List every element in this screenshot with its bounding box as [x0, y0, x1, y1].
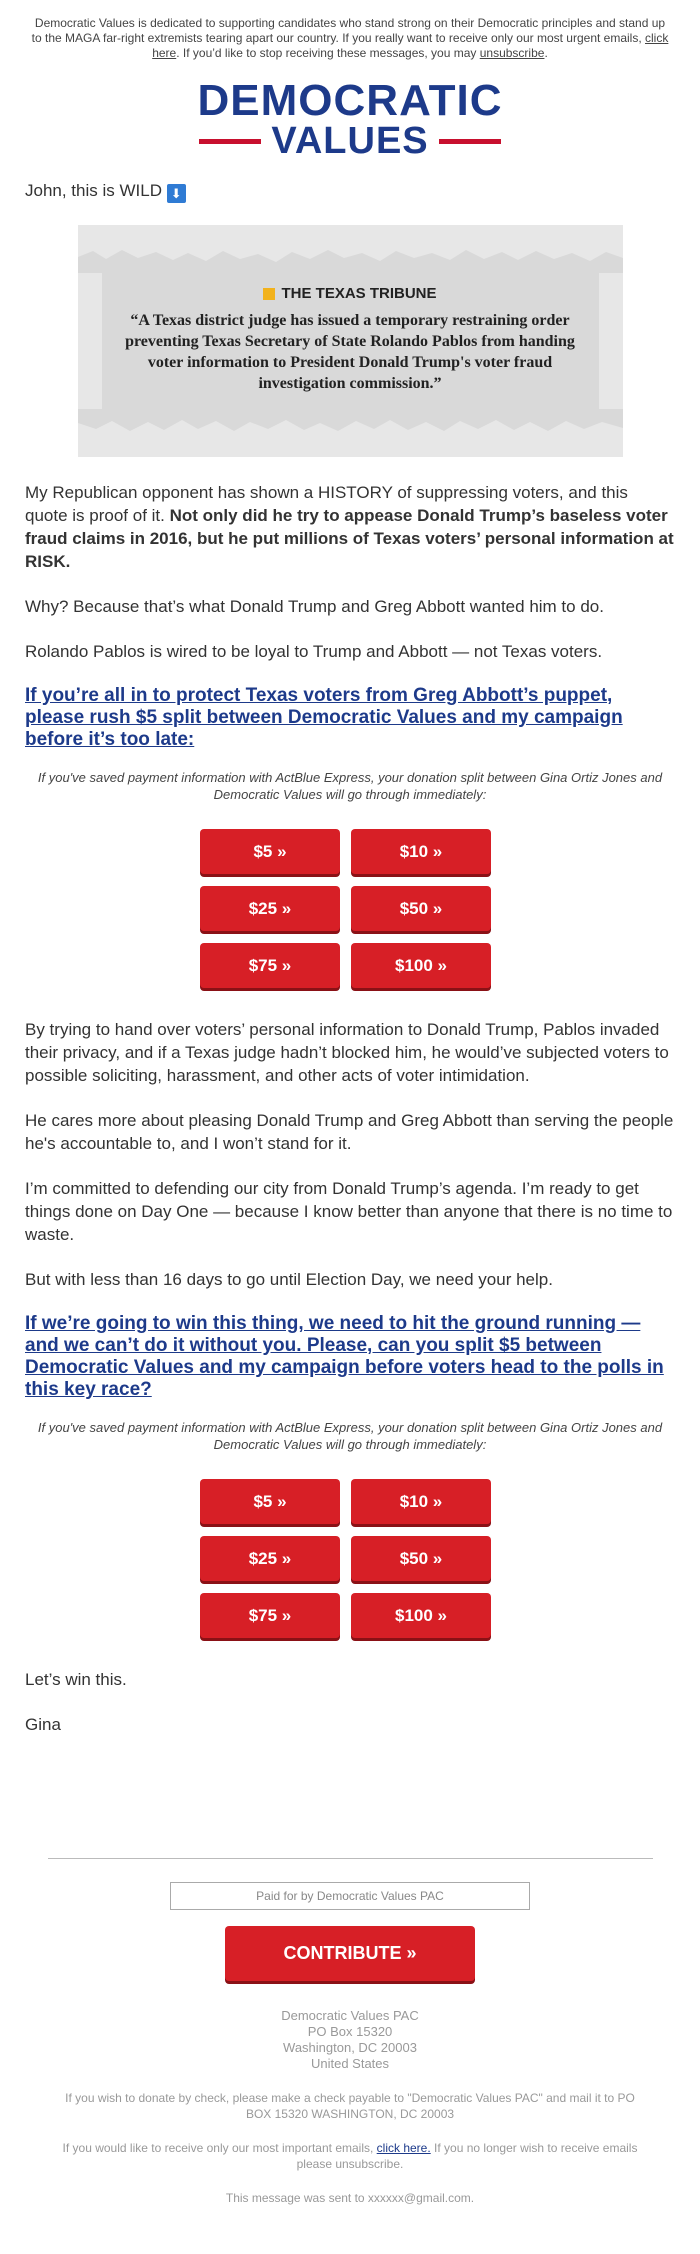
paragraph-deadline: But with less than 16 days to go until Election Day, we need your help. — [25, 1270, 553, 1289]
logo-line1 — [0, 76, 700, 125]
texas-tribune-logo-icon — [263, 288, 275, 300]
logo-right-stripe — [439, 139, 501, 144]
greeting-text: John, this is WILD — [25, 181, 162, 200]
donate-25-button[interactable]: $25 » — [200, 1536, 340, 1581]
email-body — [0, 179, 700, 1736]
paragraph-history-plain: My Republican opponent has shown a HISTORY of suppressing voters, and this quote is proof of it. — [25, 483, 628, 525]
donate-5-button[interactable]: $5 » — [200, 829, 340, 874]
footer-divider — [48, 1858, 653, 1859]
paid-for-by-box: Paid for by Democratic Values PAC — [170, 1882, 530, 1910]
tribune-source: THE TEXAS TRIBUNE — [281, 285, 437, 302]
preferences-text-after: If you no longer wish to receive emails please unsubscribe. — [296, 2141, 638, 2171]
donation-button-grid-2 — [200, 1479, 500, 1638]
donate-10-button[interactable]: $10 » — [351, 829, 491, 874]
logo-line1-text: DEMOCRATIC — [197, 76, 503, 125]
donate-cta-link-1[interactable]: If you’re all in to protect Texas voters from Greg Abbott’s puppet, please rush $5 split between Democratic Values and my campaign before it’s too late: — [25, 685, 623, 750]
address-line: Washington, DC 20003 — [283, 2040, 417, 2055]
torn-edge-bottom — [78, 409, 623, 435]
check-donation-note: If you wish to donate by check, please make a check payable to "Democratic Values PAC" and mail it to PO BOX 15320 WASHINGTON, DC 20003 — [65, 2091, 635, 2121]
preheader-text: Democratic Values is dedicated to supporting candidates who stand strong on their Democratic principles and stand up to the MAGA far-right extremists tearing apart our country. If you really want to receive only our most urgent emails, — [31, 16, 666, 45]
donate-75-button[interactable]: $75 » — [200, 943, 340, 988]
logo-left-stripe — [199, 139, 261, 144]
preferences-text-before: If you would like to receive only our most important emails, — [62, 2141, 377, 2155]
mailing-address — [0, 2008, 700, 2072]
donate-75-button[interactable]: $75 » — [200, 1593, 340, 1638]
paragraph-loyal: Rolando Pablos is wired to be loyal to Trump and Abbott — not Texas voters. — [25, 642, 603, 661]
preheader — [0, 0, 700, 61]
contribute-button[interactable]: CONTRIBUTE » — [225, 1926, 475, 1981]
footer — [0, 1858, 700, 2206]
logo-line2-row — [0, 121, 700, 161]
paragraph-history-bold: Not only did he try to appease Donald Trump’s baseless voter fraud claims in 2016, but he put millions of Texas voters’ personal information at RISK. — [25, 506, 674, 571]
donate-cta-link-2[interactable]: If we’re going to win this thing, we need to hit the ground running — and we can’t do it without you. Please, can you split $5 between Democratic Values and my campaign before voters head to the polls in this key race? — [25, 1313, 664, 1400]
logo-line2: VALUES — [271, 120, 429, 162]
preheader-text-end: . — [544, 46, 548, 60]
paragraph-committed: I’m committed to defending our city from Donald Trump’s agenda. I’m ready to get things done on Day One — because I know better than anyone that there is no time to waste. — [25, 1179, 673, 1244]
texas-tribune-quote-image — [78, 225, 623, 457]
address-line: Democratic Values PAC — [281, 2008, 419, 2023]
address-line: United States — [310, 2056, 390, 2071]
preheader-unsubscribe-link[interactable]: unsubscribe — [479, 46, 545, 60]
preheader-click-here-link[interactable]: click here — [152, 31, 669, 60]
preheader-text-middle: . If you’d like to stop receiving these messages, you may — [176, 46, 480, 60]
donate-100-button[interactable]: $100 » — [351, 943, 491, 988]
paragraph-privacy: By trying to hand over voters’ personal information to Donald Trump, Pablos invaded their privacy, and if a Texas judge hadn’t blocked him, he would’ve subjected voters to possible soliciting, harassment, and other acts of voter intimidation. — [25, 1020, 669, 1085]
down-arrow-icon: ⬇ — [167, 184, 186, 203]
donate-100-button[interactable]: $100 » — [351, 1593, 491, 1638]
donate-50-button[interactable]: $50 » — [351, 1536, 491, 1581]
important-emails-link[interactable]: click here. — [376, 2141, 431, 2155]
democratic-values-logo — [0, 76, 700, 169]
actblue-note-1: If you've saved payment information with ActBlue Express, your donation split between Gina Ortiz Jones and Democratic Values will go through immediately: — [37, 770, 663, 802]
paragraph-why: Why? Because that’s what Donald Trump and Greg Abbott wanted him to do. — [25, 597, 604, 616]
donate-25-button[interactable]: $25 » — [200, 886, 340, 931]
closing-line: Let’s win this. — [25, 1670, 127, 1689]
donate-10-button[interactable]: $10 » — [351, 1479, 491, 1524]
address-line: PO Box 15320 — [307, 2024, 393, 2039]
paragraph-history — [25, 481, 675, 573]
sent-to-note: This message was sent to xxxxxx@gmail.com. — [225, 2191, 475, 2205]
donate-5-button[interactable]: $5 » — [200, 1479, 340, 1524]
actblue-note-2: If you've saved payment information with ActBlue Express, your donation split between Gina Ortiz Jones and Democratic Values will go through immediately: — [37, 1420, 663, 1452]
paragraph-cares: He cares more about pleasing Donald Trump and Greg Abbott than serving the people he's accountable to, and I won’t stand for it. — [25, 1111, 674, 1153]
email-preferences-note — [60, 2140, 640, 2172]
donation-button-grid-1 — [200, 829, 500, 988]
signature: Gina — [25, 1715, 61, 1734]
tribune-masthead — [102, 285, 599, 302]
donate-50-button[interactable]: $50 » — [351, 886, 491, 931]
tribune-quote-text: “A Texas district judge has issued a temporary restraining order preventing Texas Secretary of State Rolando Pablos from handing voter information to President Donald Trump's voter fraud investigation commission.” — [125, 312, 575, 392]
greeting — [25, 179, 675, 203]
tribune-clipping — [102, 263, 599, 419]
